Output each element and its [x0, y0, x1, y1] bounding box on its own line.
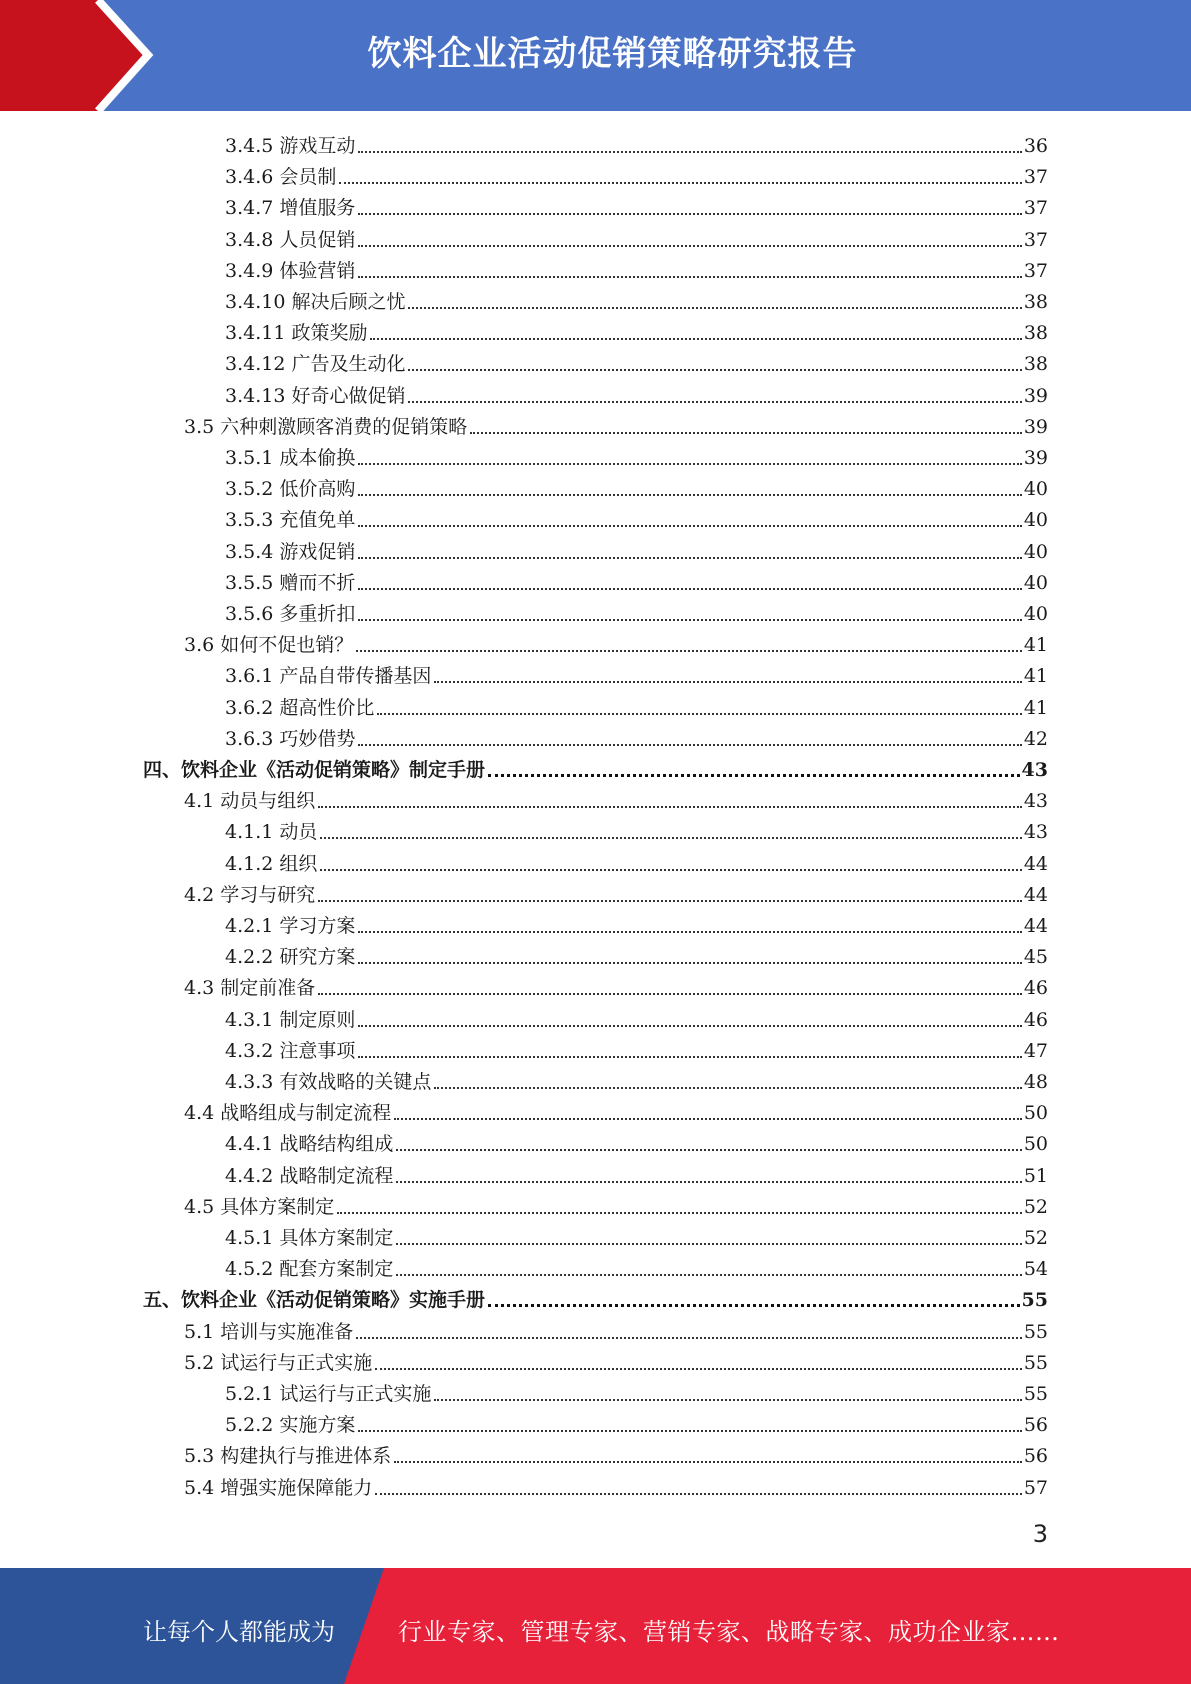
toc-entry-page: 50 — [1023, 1102, 1048, 1125]
toc-entry[interactable] — [184, 782, 1048, 813]
toc-entry-label: 5.4 增强实施保障能力 — [184, 1476, 373, 1499]
toc-dot-leader — [370, 338, 1021, 340]
toc-entry[interactable] — [225, 314, 1048, 345]
toc-dot-leader — [396, 1149, 1021, 1151]
toc-entry[interactable] — [225, 501, 1048, 532]
toc-entry[interactable] — [225, 439, 1048, 470]
toc-entry-label: 3.6.1 产品自带传播基因 — [225, 665, 432, 688]
toc-dot-leader — [358, 962, 1021, 964]
toc-entry-label: 3.5.6 多重折扣 — [225, 603, 356, 625]
toc-entry-label: 3.6 如何不促也销？ — [184, 634, 354, 657]
toc-dot-leader — [320, 869, 1021, 871]
toc-entry-label: 4.1.1 动员 — [225, 821, 318, 844]
toc-entry[interactable] — [225, 689, 1048, 720]
toc-dot-leader — [358, 276, 1021, 278]
toc-entry[interactable] — [225, 221, 1048, 252]
toc-entry[interactable] — [225, 813, 1048, 844]
toc-entry-label: 4.2.1 学习方案 — [225, 915, 356, 937]
toc-entry-page: 43 — [1021, 759, 1048, 781]
toc-entry-page: 38 — [1023, 291, 1048, 313]
toc-entry[interactable] — [225, 189, 1048, 220]
toc-entry[interactable] — [225, 345, 1048, 376]
toc-entry[interactable] — [225, 533, 1048, 564]
toc-entry[interactable] — [225, 127, 1048, 158]
toc-dot-leader — [488, 1304, 1020, 1307]
toc-dot-leader — [470, 432, 1022, 434]
toc-entry-label: 3.4.12 广告及生动化 — [225, 353, 406, 376]
toc-entry-page: 50 — [1023, 1133, 1048, 1156]
toc-entry-page: 37 — [1023, 228, 1048, 251]
toc-dot-leader — [356, 1337, 1022, 1339]
toc-entry-label: 4.3.3 有效战略的关键点 — [225, 1071, 432, 1093]
toc-dot-leader — [358, 619, 1021, 621]
toc-entry[interactable] — [184, 1188, 1048, 1219]
page-number: 3 — [1032, 1520, 1048, 1548]
toc-entry[interactable] — [225, 158, 1048, 189]
toc-entry[interactable] — [225, 1250, 1048, 1281]
page-header — [0, 0, 1191, 111]
toc-entry-label: 3.4.6 会员制 — [225, 166, 337, 189]
toc-entry[interactable] — [184, 1469, 1048, 1500]
toc-entry[interactable] — [225, 938, 1048, 969]
toc-entry[interactable] — [225, 657, 1048, 688]
toc-entry[interactable] — [225, 470, 1048, 501]
toc-entry-page: 37 — [1023, 197, 1048, 220]
toc-dot-leader — [434, 1087, 1021, 1089]
toc-entry-label: 4.5.1 具体方案制定 — [225, 1227, 394, 1249]
toc-entry-page: 40 — [1023, 478, 1048, 501]
toc-dot-leader — [394, 1461, 1022, 1463]
toc-entry-label: 四、饮料企业《活动促销策略》制定手册 — [143, 759, 486, 781]
footer-slogan-right: 行业专家、管理专家、营销专家、战略专家、成功企业家…… — [398, 1618, 1060, 1646]
toc-dot-leader — [394, 1118, 1022, 1120]
toc-entry-label: 3.5.5 赠而不折 — [225, 571, 356, 594]
toc-entry[interactable] — [184, 876, 1048, 907]
toc-entry-page: 55 — [1021, 1289, 1048, 1312]
toc-entry[interactable] — [184, 1313, 1048, 1344]
toc-dot-leader — [358, 525, 1021, 527]
toc-entry[interactable] — [225, 1375, 1048, 1406]
toc-entry[interactable] — [225, 377, 1048, 408]
toc-entry[interactable] — [184, 1094, 1048, 1125]
toc-entry-page: 44 — [1023, 915, 1048, 937]
toc-entry-label: 3.4.9 体验营销 — [225, 259, 356, 282]
toc-entry[interactable] — [225, 1001, 1048, 1032]
toc-entry-page: 40 — [1023, 509, 1048, 532]
toc-dot-leader — [396, 1181, 1021, 1183]
toc-entry[interactable] — [225, 252, 1048, 283]
toc-entry[interactable] — [225, 1157, 1048, 1188]
toc-entry-page: 55 — [1023, 1320, 1048, 1343]
toc-entry[interactable] — [225, 1406, 1048, 1437]
toc-dot-leader — [358, 1430, 1021, 1432]
toc-dot-leader — [358, 245, 1021, 247]
toc-entry-page: 40 — [1023, 540, 1048, 563]
toc-entry-label: 4.4.1 战略结构组成 — [225, 1133, 394, 1156]
toc-dot-leader — [318, 806, 1022, 808]
toc-entry-label: 3.6.3 巧妙借势 — [225, 727, 356, 750]
toc-entry-page: 48 — [1023, 1071, 1048, 1093]
toc-dot-leader — [358, 1056, 1021, 1058]
toc-dot-leader — [318, 993, 1022, 995]
toc-entry-page: 44 — [1023, 852, 1048, 875]
toc-dot-leader — [320, 837, 1021, 839]
toc-dot-leader — [358, 1025, 1021, 1027]
toc-entry-label: 4.3 制定前准备 — [184, 977, 316, 1000]
toc-entry[interactable] — [184, 408, 1048, 439]
toc-entry-page: 39 — [1023, 384, 1048, 407]
toc-dot-leader — [358, 557, 1021, 559]
toc-entry-label: 3.4.13 好奇心做促销 — [225, 384, 406, 407]
toc-entry-page: 43 — [1023, 790, 1048, 813]
toc-entry-page: 39 — [1023, 447, 1048, 469]
toc-dot-leader — [396, 1243, 1021, 1245]
toc-entry-page: 44 — [1023, 883, 1048, 906]
toc-entry[interactable] — [143, 751, 1048, 782]
toc-entry-page: 39 — [1023, 415, 1048, 438]
toc-entry[interactable] — [225, 564, 1048, 595]
toc-entry-page: 51 — [1023, 1164, 1048, 1187]
toc-entry[interactable] — [225, 595, 1048, 626]
toc-entry-label: 五、饮料企业《活动促销策略》实施手册 — [143, 1289, 486, 1312]
toc-entry-label: 3.4.7 增值服务 — [225, 197, 356, 220]
toc-entry[interactable] — [143, 1281, 1048, 1312]
toc-entry[interactable] — [184, 1437, 1048, 1468]
toc-entry-label: 4.1 动员与组织 — [184, 790, 316, 813]
toc-entry-page: 36 — [1023, 135, 1048, 157]
toc-dot-leader — [434, 681, 1021, 683]
page-footer — [0, 1568, 1191, 1684]
toc-dot-leader — [408, 369, 1021, 371]
toc-entry-label: 4.5.2 配套方案制定 — [225, 1258, 394, 1281]
toc-entry-label: 5.3 构建执行与推进体系 — [184, 1445, 392, 1468]
toc-dot-leader — [356, 650, 1022, 652]
toc-entry-page: 37 — [1023, 166, 1048, 189]
toc-entry-page: 47 — [1023, 1039, 1048, 1062]
toc-entry-label: 4.2 学习与研究 — [184, 883, 316, 906]
toc-entry-label: 3.5.2 低价高购 — [225, 478, 356, 501]
toc-entry[interactable] — [184, 1344, 1048, 1375]
toc-entry[interactable] — [225, 283, 1048, 314]
toc-entry[interactable] — [184, 969, 1048, 1000]
toc-entry-page: 55 — [1023, 1383, 1048, 1405]
toc-entry[interactable] — [184, 626, 1048, 657]
toc-dot-leader — [358, 463, 1021, 465]
toc-entry-label: 3.4.5 游戏互动 — [225, 135, 356, 157]
toc-entry[interactable] — [225, 1125, 1048, 1156]
toc-entry-page: 56 — [1023, 1414, 1048, 1437]
toc-entry-page: 45 — [1023, 946, 1048, 969]
toc-entry-label: 3.4.10 解决后顾之忧 — [225, 291, 406, 313]
toc-entry-page: 41 — [1023, 696, 1048, 719]
toc-entry-page: 40 — [1023, 571, 1048, 594]
toc-entry-label: 3.5 六种刺激顾客消费的促销策略 — [184, 415, 468, 438]
toc-entry-label: 5.2 试运行与正式实施 — [184, 1351, 373, 1374]
toc-entry-page: 38 — [1023, 353, 1048, 376]
toc-entry-page: 41 — [1023, 634, 1048, 657]
toc-entry-label: 5.1 培训与实施准备 — [184, 1320, 354, 1343]
toc-dot-leader — [377, 713, 1021, 715]
toc-entry-page: 41 — [1023, 665, 1048, 688]
toc-entry-page: 57 — [1023, 1476, 1048, 1499]
footer-slogan-left: 让每个人都能成为 — [143, 1618, 335, 1646]
toc-entry-page: 54 — [1023, 1258, 1048, 1281]
toc-entry-page: 52 — [1023, 1227, 1048, 1249]
toc-entry-page: 42 — [1023, 727, 1048, 750]
toc-dot-leader — [358, 588, 1021, 590]
toc-dot-leader — [375, 1493, 1022, 1495]
toc-entry-label: 4.2.2 研究方案 — [225, 946, 356, 969]
toc-entry-label: 5.2.2 实施方案 — [225, 1414, 356, 1437]
toc-entry-label: 4.3.2 注意事项 — [225, 1039, 356, 1062]
toc-entry-label: 4.4 战略组成与制定流程 — [184, 1102, 392, 1125]
toc-dot-leader — [396, 1274, 1021, 1276]
toc-entry[interactable] — [225, 907, 1048, 938]
toc-dot-leader — [337, 1212, 1022, 1214]
toc-dot-leader — [358, 931, 1021, 933]
toc-dot-leader — [434, 1399, 1021, 1401]
toc-dot-leader — [358, 151, 1021, 153]
toc-entry-page: 46 — [1023, 1008, 1048, 1031]
toc-entry-label: 4.3.1 制定原则 — [225, 1008, 356, 1031]
toc-dot-leader — [408, 307, 1021, 309]
toc-entry[interactable] — [225, 720, 1048, 751]
toc-entry-label: 5.2.1 试运行与正式实施 — [225, 1383, 432, 1405]
toc-dot-leader — [339, 182, 1021, 184]
toc-entry[interactable] — [225, 1032, 1048, 1063]
toc-dot-leader — [408, 401, 1021, 403]
toc-entry-page: 55 — [1023, 1351, 1048, 1374]
toc-entry-page: 38 — [1023, 322, 1048, 345]
toc-entry-page: 40 — [1023, 603, 1048, 625]
toc-entry-page: 37 — [1023, 259, 1048, 282]
toc-dot-leader — [358, 213, 1021, 215]
toc-entry-page: 52 — [1023, 1195, 1048, 1218]
toc-entry-label: 3.4.8 人员促销 — [225, 228, 356, 251]
toc-dot-leader — [318, 900, 1022, 902]
toc-dot-leader — [358, 744, 1021, 746]
toc-entry-label: 4.4.2 战略制定流程 — [225, 1164, 394, 1187]
toc-entry-label: 4.5 具体方案制定 — [184, 1195, 335, 1218]
toc-entry-page: 43 — [1023, 821, 1048, 844]
toc-entry-page: 46 — [1023, 977, 1048, 1000]
toc-dot-leader — [358, 494, 1021, 496]
toc-entry[interactable] — [225, 845, 1048, 876]
report-title: 饮料企业活动促销策略研究报告 — [367, 34, 858, 74]
toc-entry-label: 3.5.4 游戏促销 — [225, 540, 356, 563]
toc-entry-page: 56 — [1023, 1445, 1048, 1468]
toc-entry-label: 3.6.2 超高性价比 — [225, 696, 375, 719]
toc-entry-label: 4.1.2 组织 — [225, 852, 318, 875]
toc-dot-leader — [488, 774, 1020, 777]
toc-entry[interactable] — [225, 1219, 1048, 1250]
toc-entry-label: 3.5.1 成本偷换 — [225, 447, 356, 469]
toc-entry[interactable] — [225, 1063, 1048, 1094]
toc-entry-label: 3.5.3 充值免单 — [225, 509, 356, 532]
toc-dot-leader — [375, 1368, 1022, 1370]
toc-entry-label: 3.4.11 政策奖励 — [225, 322, 368, 345]
